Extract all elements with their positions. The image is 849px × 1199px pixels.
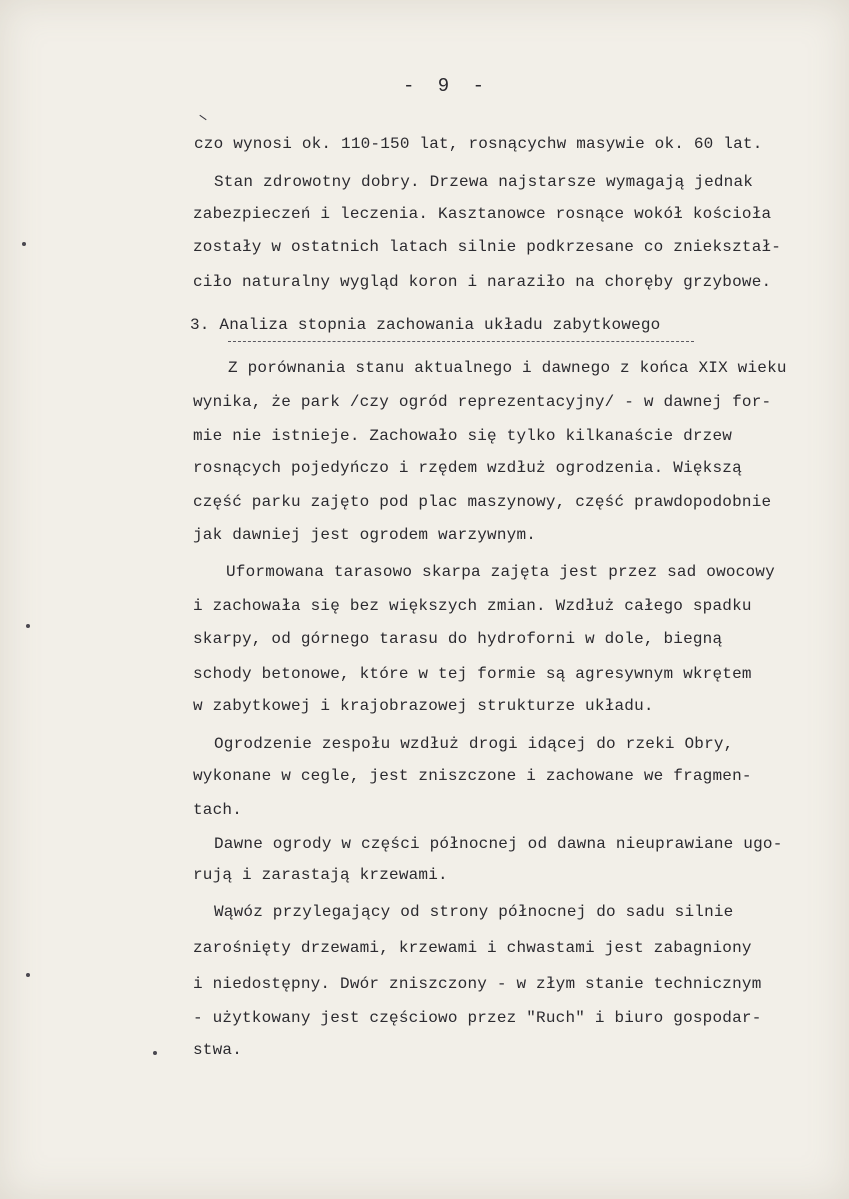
heading-underline: [228, 341, 694, 343]
text-line: wykonane w cegle, jest zniszczone i zachowane we fragmen-: [193, 767, 752, 785]
text-line: zostały w ostatnich latach silnie podkrzesane co zniekształ-: [193, 238, 782, 256]
text-line: skarpy, od górnego tarasu do hydroforni w dole, biegną: [193, 630, 723, 648]
text-line: w zabytkowej i krajobrazowej strukturze układu.: [193, 697, 654, 715]
text-line: zabezpieczeń i leczenia. Kasztanowce rosnące wokół kościoła: [193, 205, 772, 223]
text-line: Wąwóz przylegający od strony północnej do sadu silnie: [214, 903, 734, 921]
text-line: czo wynosi ok. 110-150 lat, rosnącychw masywie ok. 60 lat.: [194, 135, 763, 153]
text-line: wynika, że park /czy ogród reprezentacyjny/ - w dawnej for-: [193, 393, 772, 411]
pen-mark: [199, 115, 206, 120]
text-line: - użytkowany jest częściowo przez "Ruch" i biuro gospodar-: [193, 1009, 762, 1027]
section-heading: 3. Analiza stopnia zachowania układu zabytkowego: [190, 316, 661, 334]
text-line: Ogrodzenie zespołu wzdłuż drogi idącej do rzeki Obry,: [214, 735, 734, 753]
text-line: rosnących pojedyńczo i rzędem wzdłuż ogrodzenia. Większą: [193, 459, 742, 477]
text-line: stwa.: [193, 1041, 243, 1059]
text-line: i niedostępny. Dwór zniszczony - w złym stanie technicznym: [193, 975, 762, 993]
text-line: zarośnięty drzewami, krzewami i chwastami jest zabagniony: [193, 939, 752, 957]
page-number: - 9 -: [403, 75, 491, 97]
text-line: Stan zdrowotny dobry. Drzewa najstarsze wymagają jednak: [214, 173, 754, 191]
margin-dot: [26, 973, 30, 977]
text-line: schody betonowe, które w tej formie są agresywnym wkrętem: [193, 665, 752, 683]
margin-dot: [153, 1051, 157, 1055]
text-line: część parku zajęto pod plac maszynowy, część prawdopodobnie: [193, 493, 772, 511]
text-line: mie nie istnieje. Zachowało się tylko kilkanaście drzew: [193, 427, 733, 445]
text-line: rują i zarastają krzewami.: [193, 866, 448, 884]
text-line: tach.: [193, 801, 243, 819]
text-line: Uformowana tarasowo skarpa zajęta jest przez sad owocowy: [226, 563, 775, 581]
margin-dot: [26, 624, 30, 628]
text-line: ciło naturalny wygląd koron i naraziło na choręby grzybowe.: [193, 273, 772, 291]
text-line: Z porównania stanu aktualnego i dawnego z końca XIX wieku: [228, 359, 787, 377]
margin-dot: [22, 242, 26, 246]
text-line: jak dawniej jest ogrodem warzywnym.: [193, 526, 537, 544]
text-line: Dawne ogrody w części północnej od dawna nieuprawiane ugo-: [214, 835, 783, 853]
text-line: i zachowała się bez większych zmian. Wzdłuż całego spadku: [193, 597, 752, 615]
